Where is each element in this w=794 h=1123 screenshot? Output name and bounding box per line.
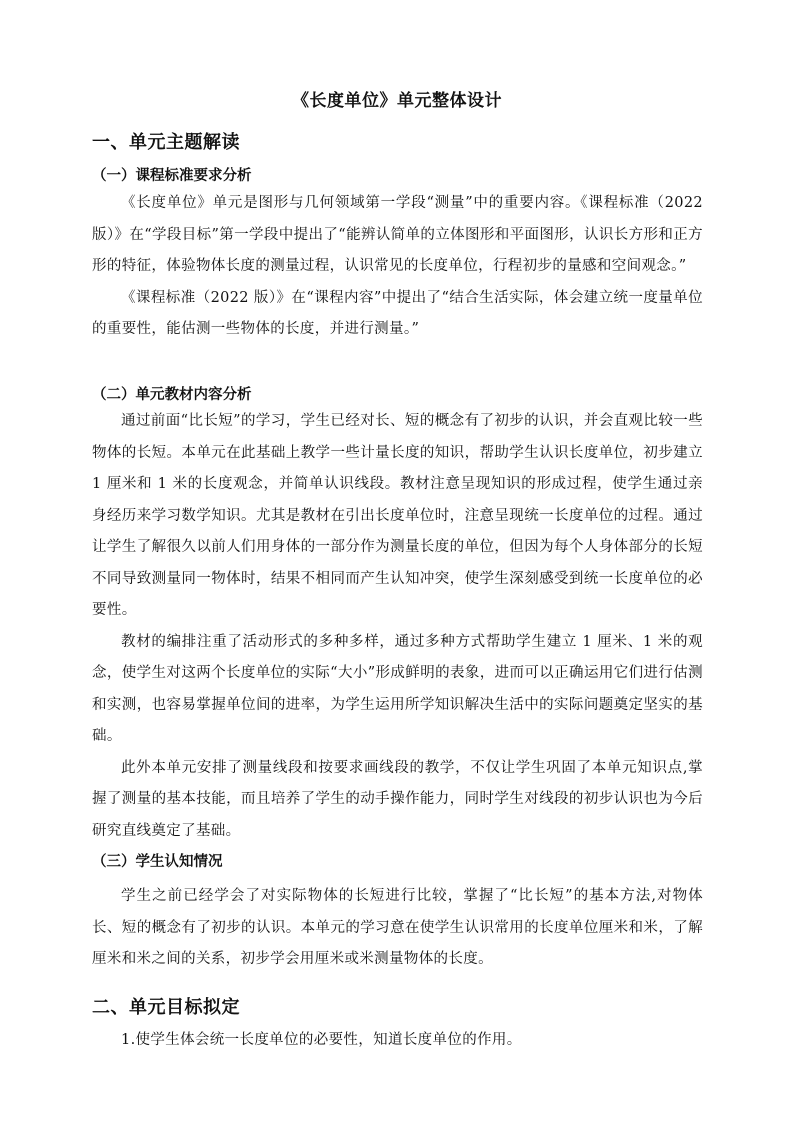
- subsection-1-body: [92, 188, 703, 346]
- paragraph: 通过前面“比长短”的学习，学生已经对长、短的概念有了初步的认识，并会直观比较一些物体的长短。本单元在此基础上教学一些计量长度的知识，帮助学生认识长度单位，初步建立 1 厘米和 1 米的长度观念，并简单认识线段。教材注意呈现知识的形成过程，使学生通过亲身经历来学习数学知识。尤其是教材在引出长度单位时，注意呈现统一长度单位的过程。通过让学生了解很久以前人们用身体的一部分作为测量长度的单位，但因为每个人身体部分的长短不同导致测量同一物体时，结果不相同而产生认知冲突，使学生深刻感受到统一长度单位的必要性。: [92, 413, 703, 618]
- section-2-heading: 二、单元目标拟定: [92, 997, 240, 1018]
- paragraph: 《课程标准（2022 版）》在“课程内容”中提出了“结合生活实际，体会建立统一度量单位的重要性，能估测一些物体的长度，并进行测量。”: [92, 289, 703, 337]
- subsection-3-heading: （三）学生认知情况: [92, 854, 223, 870]
- document-title: 《长度单位》单元整体设计: [292, 91, 502, 111]
- paragraph: 学生之前已经学会了对实际物体的长短进行比较，掌握了“比长短”的基本方法,对物体长、短的概念有了初步的认识。本单元的学习意在使学生认识常用的长度单位厘米和米，了解厘米和米之间的关系，初步学会用厘米或米测量物体的长度。: [92, 888, 703, 967]
- section-1-heading: 一、单元主题解读: [92, 132, 240, 153]
- paragraph: 教材的编排注重了活动形式的多种多样，通过多种方式帮助学生建立 1 厘米、1 米的观念，使学生对这两个长度单位的实际“大小”形成鲜明的表象，进而可以正确运用它们进行估测和实测，也容易掌握单位间的进率，为学生运用所学知识解决生活中的实际问题奠定坚实的基础。: [92, 633, 703, 744]
- section-2-body: [121, 1025, 703, 1057]
- subsection-2-body: [92, 406, 703, 847]
- subsection-2-heading: （二）单元教材内容分析: [92, 387, 252, 403]
- list-item: 1.使学生体会统一长度单位的必要性，知道长度单位的作用。: [121, 1032, 522, 1048]
- paragraph: 《长度单位》单元是图形与几何领域第一学段“测量”中的重要内容。《课程标准（2022 版）》在“学段目标”第一学段中提出了“能辨认简单的立体图形和平面图形，认识长方形和正方形的特征，体验物体长度的测量过程，认识常见的长度单位，行程初步的量感和空间观念。”: [92, 195, 703, 274]
- subsection-1-heading: （一）课程标准要求分析: [92, 168, 252, 184]
- paragraph: 此外本单元安排了测量线段和按要求画线段的教学，不仅让学生巩固了本单元知识点,掌握了测量的基本技能，而且培养了学生的动手操作能力，同时学生对线段的初步认识也为今后研究直线奠定了基础。: [92, 759, 703, 839]
- subsection-3-body: [92, 881, 703, 976]
